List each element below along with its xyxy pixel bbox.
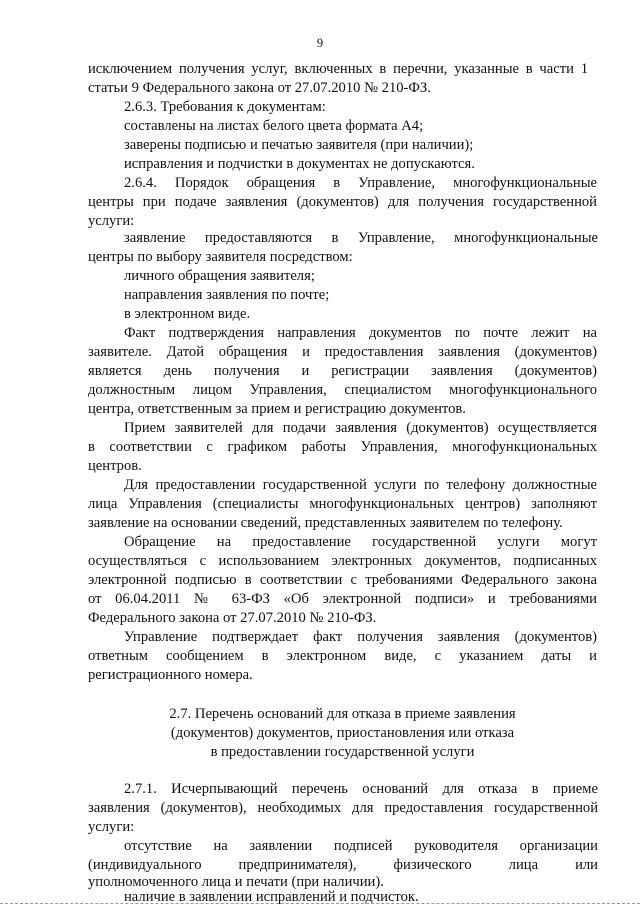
text-line: статьи 9 Федерального закона от 27.07.2010 № 210-ФЗ. <box>88 80 431 96</box>
text-line: Обращение на предоставление государственной услуги могут <box>124 534 597 550</box>
text-line: заявителе. Датой обращения и предоставления заявления (документов) <box>88 344 597 360</box>
text-line: исключением получения услуг, включенных в перечни, указанные в части 1 <box>88 61 588 77</box>
text-line: услуги: <box>88 213 135 229</box>
text-line: центра, ответственным за прием и регистрацию документов. <box>88 401 466 417</box>
text-line: Управление подтверждает факт получения заявления (документов) <box>124 629 597 645</box>
list-item: личного обращения заявителя; <box>124 268 315 284</box>
text-line: регистрационного номера. <box>88 667 253 683</box>
text-line: заявления (документов), необходимых для предоставления государственной <box>88 800 598 816</box>
text-line: заявление на основании сведений, представленных заявителем по телефону. <box>88 515 563 531</box>
section-heading-line: 2.7. Перечень оснований для отказа в приеме заявления <box>169 706 516 722</box>
text-line: в соответствии с графиком работы Управления, многофункциональных <box>88 439 597 455</box>
page-number: 9 <box>316 36 324 50</box>
text-line: осуществляться с использованием электронных документов, подписанных <box>88 553 597 569</box>
text-line: является день получения и регистрации заявления (документов) <box>88 363 597 379</box>
list-item: наличие в заявлении исправлений и подчисток. <box>124 889 419 905</box>
clause-2-6-4: 2.6.4. Порядок обращения в Управление, многофункциональные <box>124 175 597 191</box>
text-line: центры при подаче заявления (документов) для получения государственной <box>88 194 597 210</box>
text-line: электронной подписью в соответствии с требованиями Федерального закона <box>88 572 597 588</box>
text-line: центров. <box>88 458 142 474</box>
text-line: заверены подписью и печатью заявителя (при наличии); <box>124 137 474 153</box>
text-line: от 06.04.2011 № 63-ФЗ «Об электронной подписи» и требованиями <box>88 591 597 607</box>
list-item: направления заявления по почте; <box>124 287 330 303</box>
list-item: отсутствие на заявлении подписей руководителя организации <box>124 838 598 854</box>
text-line: составлены на листах белого цвета формата А4; <box>124 118 424 134</box>
section-heading-line: в предоставлении государственной услуги <box>210 744 475 760</box>
text-line: лица Управления (специалисты многофункциональных центров) заполняют <box>88 496 597 512</box>
text-line: Прием заявителей для подачи заявления (документов) осуществляется <box>124 420 597 436</box>
text-line: должностным лицом Управления, специалистом многофункционального <box>88 382 597 398</box>
text-line: ответным сообщением в электронном виде, с указанием даты и <box>88 648 597 664</box>
text-line: Для предоставлении государственной услуги по телефону должностные <box>124 477 597 493</box>
list-item: в электронном виде. <box>124 306 251 322</box>
clause-2-7-1: 2.7.1. Исчерпывающий перечень оснований для отказа в приеме <box>124 781 598 797</box>
list-item: (индивидуального предпринимателя), физического лица или <box>88 857 598 873</box>
text-line: Федерального закона от 27.07.2010 № 210-ФЗ. <box>88 610 377 626</box>
text-line: уполномоченного лица и печати (при наличии). <box>88 874 384 890</box>
text-line: центры по выбору заявителя посредством: <box>88 249 353 265</box>
text-line: исправления и подчистки в документах не допускаются. <box>124 156 475 172</box>
text-line: Факт подтверждения направления документов по почте лежит на <box>124 325 597 341</box>
text-line: услуги: <box>88 819 135 835</box>
clause-2-6-3: 2.6.3. Требования к документам: <box>124 99 326 115</box>
section-heading-line: (документов) документов, приостановления или отказа <box>170 725 515 741</box>
text-line: заявление предоставляются в Управление, многофункциональные <box>124 230 598 246</box>
